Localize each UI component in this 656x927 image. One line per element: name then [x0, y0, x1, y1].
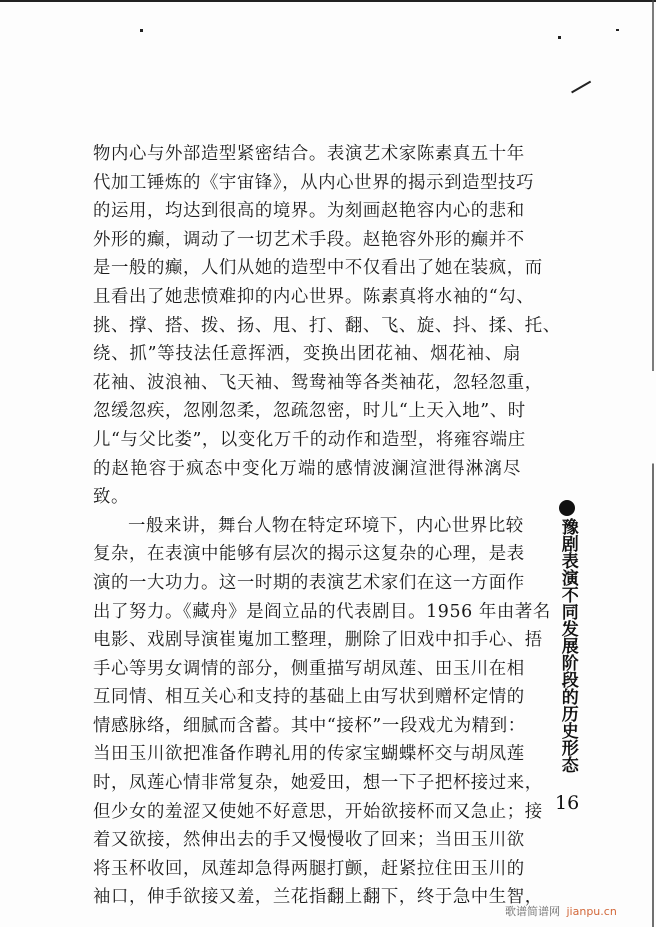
text-line: 着又欲接，然伸出去的手又慢慢收了回来；当田玉川欲: [93, 830, 525, 851]
scan-speck: [616, 29, 619, 31]
text-line: 外形的癫，调动了一切艺术手段。赵艳容外形的癫并不: [93, 229, 525, 250]
bullet-icon: [559, 500, 575, 516]
text-line: 且看出了她悲愤难抑的内心世界。陈素真将水袖的“勾、: [93, 286, 535, 307]
text-line: 但少女的羞涩又使她不好意思，开始欲接杯而又急止；接: [93, 801, 543, 822]
text-line: 情感脉络，细腻而含蓄。其中“接杯”一段戏尤为精到：: [93, 715, 526, 736]
watermark-site-name: 歌谱简谱网: [505, 905, 560, 918]
running-title-sidebar: [555, 500, 579, 773]
watermark-domain: jianpu.cn: [566, 905, 617, 918]
watermark: [505, 903, 617, 919]
text-line: 花袖、波浪袖、飞天袖、鸳鸯袖等各类袖花，忽轻忽重，: [93, 372, 543, 393]
text-line: 一般来讲，舞台人物在特定环境下，内心世界比较: [128, 515, 524, 536]
text-line: 袖口，伸手欲接又羞，兰花指翻上翻下，终于急中生智，: [93, 887, 543, 908]
text-line: 忽缓忽疾，忽刚忽柔，忽疏忽密，时儿“上天入地”、时: [93, 401, 526, 422]
text-line: 是一般的癫，人们从她的造型中不仅看出了她在装疯，而: [93, 258, 543, 279]
text-line: 儿“与父比娄”，以变化万千的动作和造型，将雍容端庄: [93, 429, 526, 450]
text-line: 致。: [93, 487, 129, 508]
text-line: 绕、抓”等技法任意挥洒，变换出团花袖、烟花袖、扇: [93, 344, 521, 365]
scan-edge-top: [0, 0, 656, 2]
running-title: 豫剧表演不同发展阶段的历史形态: [557, 518, 578, 773]
text-line: 的赵艳容于疯态中变化万端的感情波澜渲泄得淋漓尽: [93, 458, 521, 479]
text-line: 复杂，在表演中能够有层次的揭示这复杂的心理，是表: [93, 544, 525, 565]
text-line: 出了努力。《藏舟》是阎立品的代表剧目。1956 年由著名: [93, 601, 551, 622]
scan-speck: [558, 36, 561, 39]
text-line: 代加工锤炼的《宇宙锋》，从内心世界的揭示到造型技巧: [93, 172, 535, 193]
text-line: 将玉杯收回，凤莲却急得两腿打颤，赶紧拉住田玉川的: [93, 858, 525, 879]
text-line: 的运用，均达到很高的境界。为刻画赵艳容内心的悲和: [93, 201, 525, 222]
text-line: 挑、撑、搭、拨、扬、甩、打、翻、飞、旋、抖、揉、托、: [93, 315, 561, 336]
text-line: 物内心与外部造型紧密结合。表演艺术家陈素真五十年: [93, 144, 525, 164]
scan-scratch: [571, 81, 591, 93]
text-line: 手心等男女调情的部分，侧重描写胡凤莲、田玉川在相: [93, 658, 525, 679]
text-line: 时，凤莲心情非常复杂，她爱田，想一下子把杯接过来，: [93, 773, 543, 794]
page-number: 16: [555, 792, 580, 814]
scan-edge-right: [652, 0, 654, 927]
text-line: 电影、戏剧导演崔嵬加工整理，删除了旧戏中扣手心、捂: [93, 630, 543, 651]
text-line: 当田玉川欲把准备作聘礼用的传家宝蝴蝶杯交与胡凤莲: [93, 744, 525, 765]
scan-speck: [140, 29, 143, 32]
text-line: 演的一大功力。这一时期的表演艺术家们在这一方面作: [93, 572, 525, 593]
text-line: 互同情、相互关心和支持的基础上由写状到赠杯定情的: [93, 687, 525, 708]
